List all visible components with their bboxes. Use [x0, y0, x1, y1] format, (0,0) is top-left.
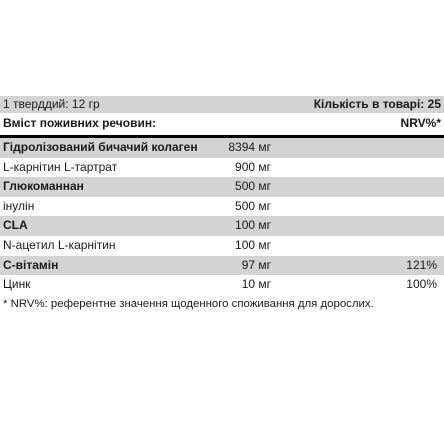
nutrient-amount: 500 мг [235, 179, 271, 194]
table-row [0, 138, 444, 158]
nutrient-name: C-вітамін [3, 257, 59, 272]
nutrient-name: інулін [3, 198, 35, 213]
nutrient-amount: 900 мг [235, 159, 271, 174]
nutrient-name: Гідролізований бичачий колаген [3, 140, 198, 154]
nutrient-nrv: 121% [406, 257, 437, 272]
nutrient-table [0, 138, 444, 295]
table-row [0, 216, 444, 236]
serving-size: 1 тверддий: 12 гр [3, 97, 100, 111]
nutrient-amount: 100 мг [235, 237, 271, 252]
nutrient-nrv: 100% [406, 277, 437, 292]
nutrient-amount: 97 мг [241, 257, 271, 272]
serving-header-bar [0, 96, 444, 113]
nutrient-amount: 500 мг [235, 198, 271, 213]
table-row [0, 177, 444, 197]
nutrient-amount: 10 мг [241, 277, 271, 292]
nutrient-name: CLA [3, 218, 28, 233]
nrv-header: NRV%* [400, 116, 441, 130]
table-row [0, 275, 444, 295]
nutrient-name: Цинк [3, 277, 31, 292]
nutrient-name: L-карнітин L-тартрат [3, 159, 118, 174]
nutrient-name: N-ацетил L-карнітин [3, 237, 116, 252]
nutrients-title: Вміст поживних речовин: [3, 116, 157, 130]
nutrient-amount: 8394 мг [228, 140, 271, 154]
nutrient-amount: 100 мг [235, 218, 271, 233]
nutrients-header [0, 113, 444, 135]
nutrient-name: Глюкоманнан [3, 179, 84, 194]
table-row [0, 158, 444, 178]
table-row [0, 197, 444, 217]
table-row [0, 236, 444, 256]
servings-per-container: Кількість в товарі: 25 [313, 97, 441, 111]
nrv-footnote: * NRV%: референтне значення щоденного споживання для дорослих. [3, 298, 374, 310]
table-row [0, 256, 444, 276]
